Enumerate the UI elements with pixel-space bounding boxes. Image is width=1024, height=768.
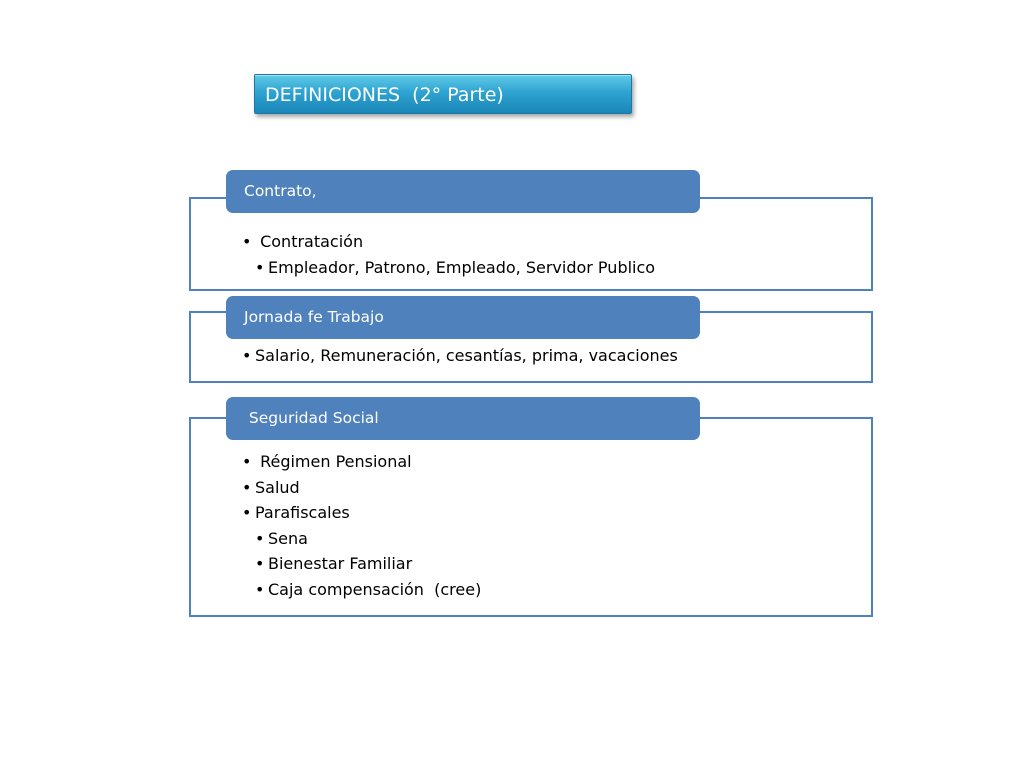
- section-list-contrato: [242, 229, 655, 280]
- bullet-icon: •: [242, 452, 252, 471]
- section-header-jornada: Jornada fe Trabajo: [226, 296, 700, 339]
- list-item: • Régimen Pensional: [242, 449, 481, 475]
- list-item: • Caja compensación (cree): [242, 577, 481, 603]
- bullet-icon: •: [242, 503, 252, 522]
- bullet-icon: •: [242, 346, 252, 365]
- list-item: • Empleador, Patrono, Empleado, Servidor Publico: [242, 255, 655, 281]
- list-item: • Contratación: [242, 229, 655, 255]
- section-header-contrato: Contrato,: [226, 170, 700, 213]
- bullet-icon: •: [242, 232, 252, 251]
- list-item: • Salario, Remuneración, cesantías, prima, vacaciones: [242, 343, 678, 369]
- section-header-seguridad: Seguridad Social: [226, 397, 700, 440]
- bullet-icon: •: [255, 257, 265, 277]
- slide-title: DEFINICIONES (2° Parte): [254, 74, 632, 114]
- list-item: • Parafiscales: [242, 500, 481, 526]
- bullet-icon: •: [255, 579, 265, 599]
- list-item: • Sena: [242, 526, 481, 552]
- list-item: • Salud: [242, 475, 481, 501]
- bullet-icon: •: [255, 528, 265, 548]
- section-list-seguridad: [242, 449, 481, 602]
- bullet-icon: •: [255, 554, 265, 573]
- bullet-icon: •: [242, 477, 252, 497]
- section-list-jornada: [242, 343, 678, 369]
- list-item: • Bienestar Familiar: [242, 551, 481, 577]
